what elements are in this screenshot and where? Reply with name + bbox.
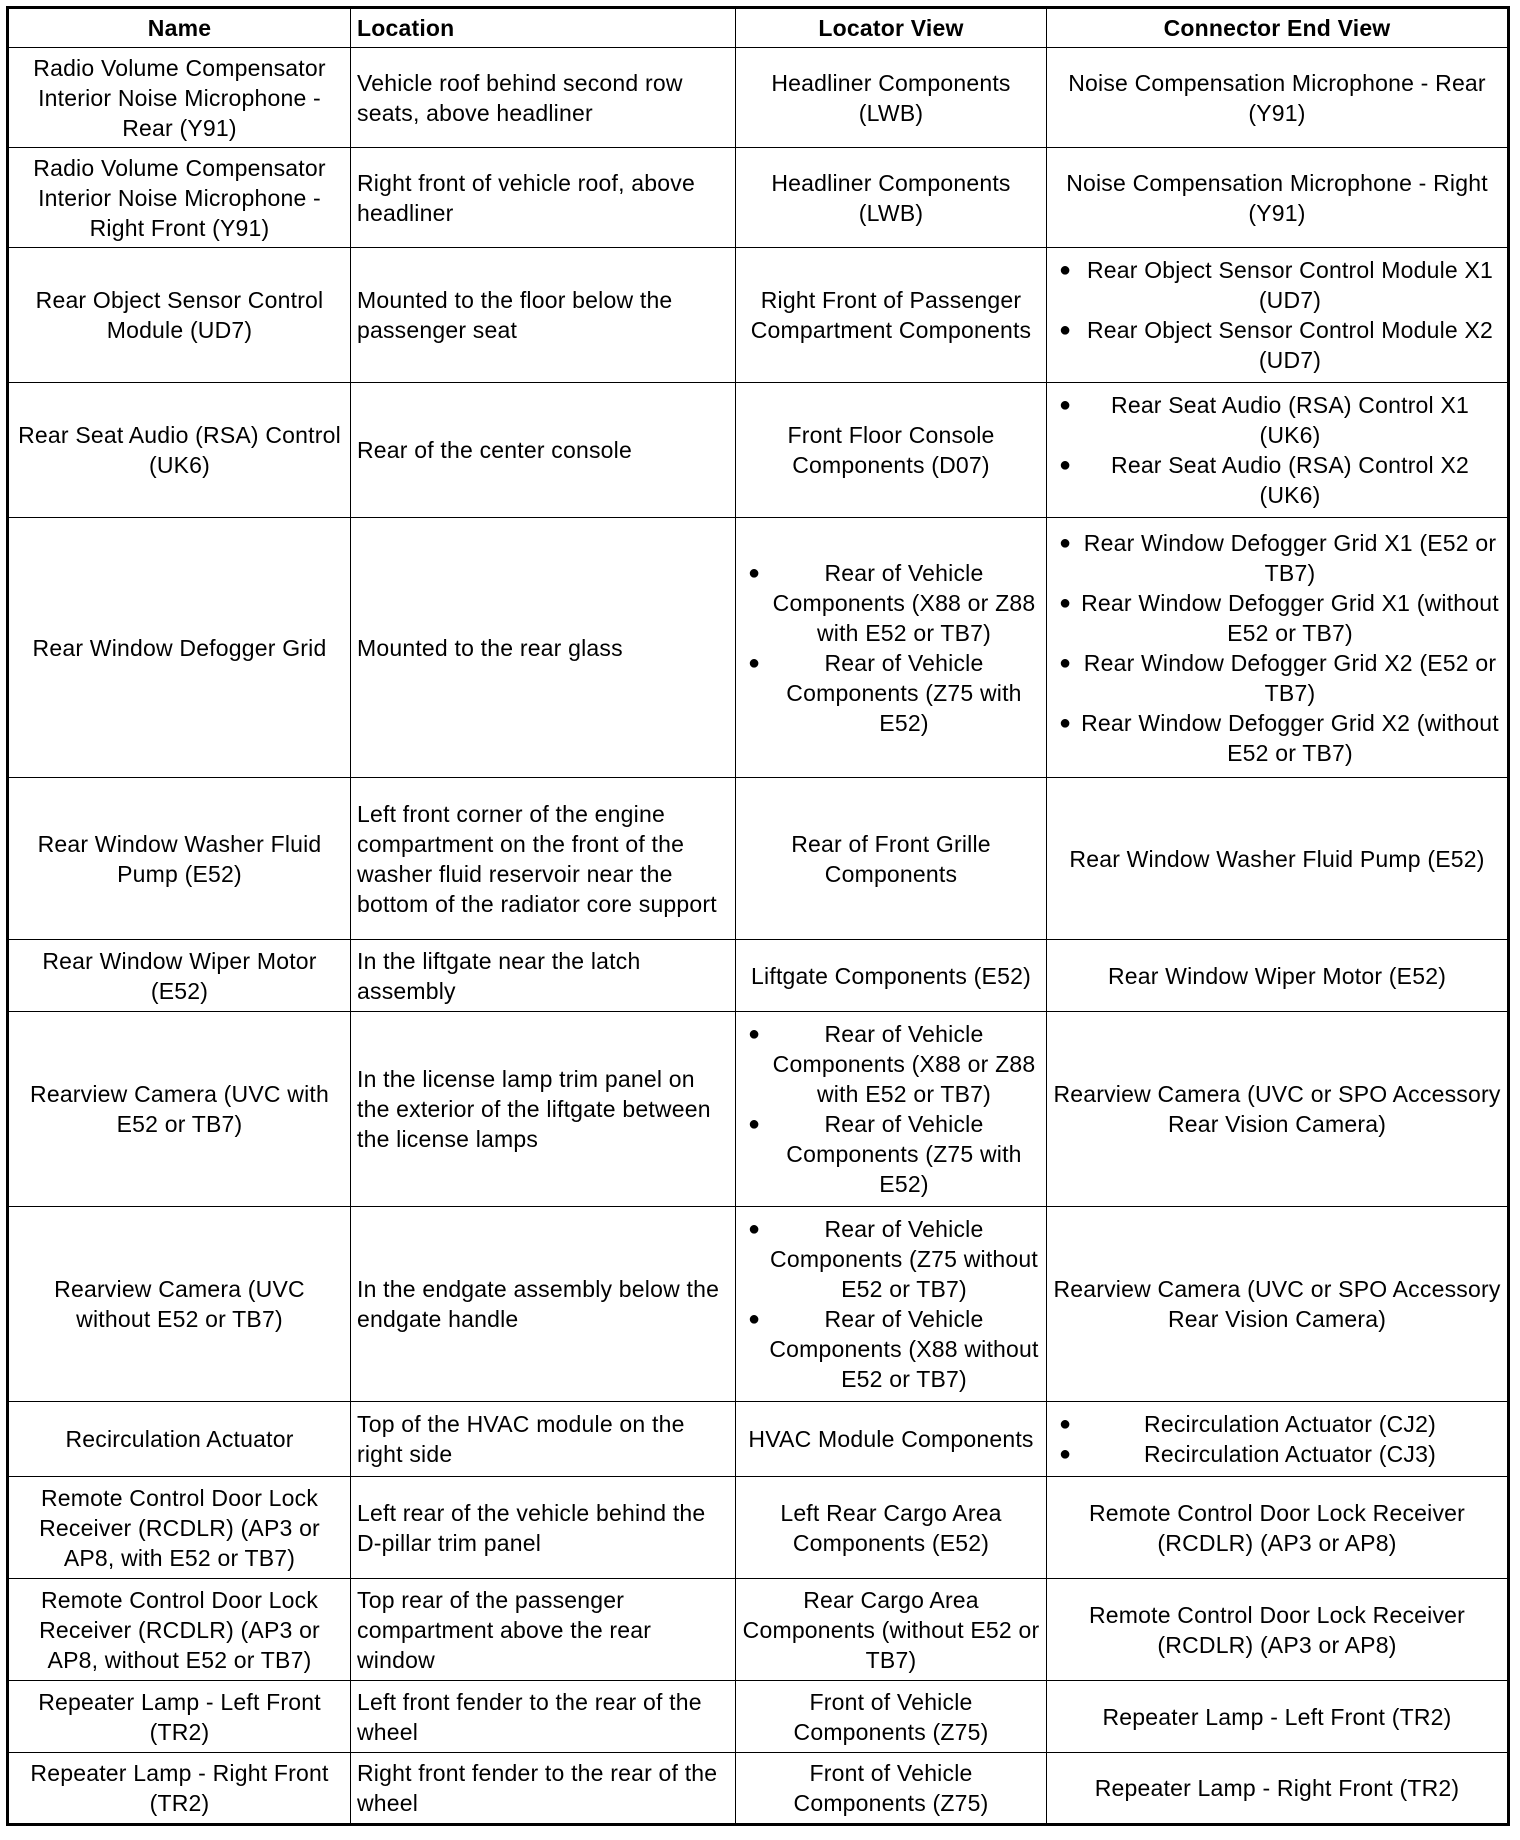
- bullet-item: ● Rear Object Sensor Control Module X2 (UD7): [1053, 315, 1501, 375]
- cell-name: Radio Volume Compensator Interior Noise Microphone - Right Front (Y91): [8, 148, 351, 248]
- cell-locator-view: HVAC Module Components: [736, 1402, 1047, 1477]
- cell-location: In the license lamp trim panel on the exterior of the liftgate between the license lamps: [351, 1012, 736, 1207]
- cell-connector-end-view: Rear Window Wiper Motor (E52): [1047, 940, 1509, 1012]
- bullet-item: ● Rear Seat Audio (RSA) Control X1 (UK6): [1053, 390, 1501, 450]
- bullet-item: ● Rear of Vehicle Components (Z75 without E52 or TB7): [742, 1214, 1040, 1304]
- cell-connector-end-view: Repeater Lamp - Right Front (TR2): [1047, 1753, 1509, 1825]
- cell-location: Top of the HVAC module on the right side: [351, 1402, 736, 1477]
- cell-location: Rear of the center console: [351, 383, 736, 518]
- cell-locator-view: Right Front of Passenger Compartment Components: [736, 248, 1047, 383]
- header-locator-view: Locator View: [736, 8, 1047, 48]
- table-row: [8, 1012, 1509, 1207]
- header-location: Location: [351, 8, 736, 48]
- bullet-item: ● Rear Window Defogger Grid X1 (E52 or TB7): [1053, 528, 1501, 588]
- cell-locator-view: [736, 1207, 1047, 1402]
- bullet-item: ● Rear of Vehicle Components (Z75 with E52): [742, 1109, 1040, 1199]
- cell-location: Left front corner of the engine compartment on the front of the washer fluid reservoir near the bottom of the radiator core support: [351, 778, 736, 940]
- cell-locator-view: Front of Vehicle Components (Z75): [736, 1681, 1047, 1753]
- cell-name: Rear Window Defogger Grid: [8, 518, 351, 778]
- cell-locator-view: Rear Cargo Area Components (without E52 or TB7): [736, 1579, 1047, 1681]
- cell-name: Rear Seat Audio (RSA) Control (UK6): [8, 383, 351, 518]
- bullet-list: [742, 1019, 1040, 1199]
- table-row: [8, 778, 1509, 940]
- cell-locator-view: Front of Vehicle Components (Z75): [736, 1753, 1047, 1825]
- cell-location: Left rear of the vehicle behind the D-pillar trim panel: [351, 1477, 736, 1579]
- cell-locator-view: Headliner Components (LWB): [736, 148, 1047, 248]
- bullet-list: [1053, 255, 1501, 375]
- cell-location: Right front fender to the rear of the wheel: [351, 1753, 736, 1825]
- cell-name: Rear Object Sensor Control Module (UD7): [8, 248, 351, 383]
- table-row: [8, 1579, 1509, 1681]
- table-row: [8, 248, 1509, 383]
- table-row: [8, 1681, 1509, 1753]
- cell-location: Mounted to the floor below the passenger seat: [351, 248, 736, 383]
- bullet-item: ● Rear of Vehicle Components (X88 without E52 or TB7): [742, 1304, 1040, 1394]
- cell-connector-end-view: Remote Control Door Lock Receiver (RCDLR) (AP3 or AP8): [1047, 1477, 1509, 1579]
- header-connector-end-view: Connector End View: [1047, 8, 1509, 48]
- bullet-list: [1053, 528, 1501, 768]
- cell-location: Left front fender to the rear of the wheel: [351, 1681, 736, 1753]
- cell-location: Vehicle roof behind second row seats, above headliner: [351, 48, 736, 148]
- table-row: [8, 383, 1509, 518]
- cell-location: In the endgate assembly below the endgate handle: [351, 1207, 736, 1402]
- cell-name: Rear Window Wiper Motor (E52): [8, 940, 351, 1012]
- bullet-item: ● Rear of Vehicle Components (X88 or Z88 with E52 or TB7): [742, 1019, 1040, 1109]
- cell-name: Repeater Lamp - Left Front (TR2): [8, 1681, 351, 1753]
- table-row: [8, 148, 1509, 248]
- bullet-item: ● Rear Object Sensor Control Module X1 (UD7): [1053, 255, 1501, 315]
- cell-name: Radio Volume Compensator Interior Noise Microphone - Rear (Y91): [8, 48, 351, 148]
- cell-connector-end-view: Repeater Lamp - Left Front (TR2): [1047, 1681, 1509, 1753]
- cell-connector-end-view: Rearview Camera (UVC or SPO Accessory Rear Vision Camera): [1047, 1207, 1509, 1402]
- bullet-item: ● Rear of Vehicle Components (Z75 with E52): [742, 648, 1040, 738]
- table-row: [8, 1477, 1509, 1579]
- bullet-item: ● Rear of Vehicle Components (X88 or Z88 with E52 or TB7): [742, 558, 1040, 648]
- table-row: [8, 1207, 1509, 1402]
- component-locator-table: [6, 6, 1510, 1826]
- cell-connector-end-view: Rear Window Washer Fluid Pump (E52): [1047, 778, 1509, 940]
- cell-connector-end-view: [1047, 518, 1509, 778]
- cell-connector-end-view: Noise Compensation Microphone - Right (Y91): [1047, 148, 1509, 248]
- cell-connector-end-view: Remote Control Door Lock Receiver (RCDLR) (AP3 or AP8): [1047, 1579, 1509, 1681]
- cell-name: Repeater Lamp - Right Front (TR2): [8, 1753, 351, 1825]
- bullet-item: ● Rear Window Defogger Grid X2 (E52 or TB7): [1053, 648, 1501, 708]
- bullet-item: ● Rear Seat Audio (RSA) Control X2 (UK6): [1053, 450, 1501, 510]
- cell-name: Remote Control Door Lock Receiver (RCDLR) (AP3 or AP8, without E52 or TB7): [8, 1579, 351, 1681]
- cell-locator-view: [736, 1012, 1047, 1207]
- table-row: [8, 48, 1509, 148]
- cell-locator-view: Liftgate Components (E52): [736, 940, 1047, 1012]
- cell-name: Rear Window Washer Fluid Pump (E52): [8, 778, 351, 940]
- cell-location: Right front of vehicle roof, above headliner: [351, 148, 736, 248]
- bullet-item: ● Rear Window Defogger Grid X2 (without E52 or TB7): [1053, 708, 1501, 768]
- table-body: [8, 48, 1509, 1825]
- cell-location: Top rear of the passenger compartment above the rear window: [351, 1579, 736, 1681]
- bullet-list: [742, 1214, 1040, 1394]
- bullet-item: ● Rear Window Defogger Grid X1 (without E52 or TB7): [1053, 588, 1501, 648]
- bullet-list: [1053, 1409, 1501, 1469]
- header-row: [8, 8, 1509, 48]
- cell-name: Recirculation Actuator: [8, 1402, 351, 1477]
- cell-connector-end-view: [1047, 383, 1509, 518]
- cell-locator-view: Rear of Front Grille Components: [736, 778, 1047, 940]
- bullet-item: ● Recirculation Actuator (CJ3): [1053, 1439, 1501, 1469]
- header-name: Name: [8, 8, 351, 48]
- cell-location: In the liftgate near the latch assembly: [351, 940, 736, 1012]
- cell-locator-view: Front Floor Console Components (D07): [736, 383, 1047, 518]
- cell-connector-end-view: Rearview Camera (UVC or SPO Accessory Rear Vision Camera): [1047, 1012, 1509, 1207]
- bullet-list: [742, 558, 1040, 738]
- cell-name: Rearview Camera (UVC without E52 or TB7): [8, 1207, 351, 1402]
- table-row: [8, 940, 1509, 1012]
- cell-connector-end-view: [1047, 248, 1509, 383]
- cell-connector-end-view: [1047, 1402, 1509, 1477]
- table-row: [8, 518, 1509, 778]
- cell-locator-view: Headliner Components (LWB): [736, 48, 1047, 148]
- cell-locator-view: Left Rear Cargo Area Components (E52): [736, 1477, 1047, 1579]
- bullet-item: ● Recirculation Actuator (CJ2): [1053, 1409, 1501, 1439]
- cell-locator-view: [736, 518, 1047, 778]
- document-page: [6, 6, 1510, 1826]
- cell-name: Rearview Camera (UVC with E52 or TB7): [8, 1012, 351, 1207]
- table-row: [8, 1402, 1509, 1477]
- cell-name: Remote Control Door Lock Receiver (RCDLR) (AP3 or AP8, with E52 or TB7): [8, 1477, 351, 1579]
- cell-location: Mounted to the rear glass: [351, 518, 736, 778]
- cell-connector-end-view: Noise Compensation Microphone - Rear (Y91): [1047, 48, 1509, 148]
- bullet-list: [1053, 390, 1501, 510]
- table-row: [8, 1753, 1509, 1825]
